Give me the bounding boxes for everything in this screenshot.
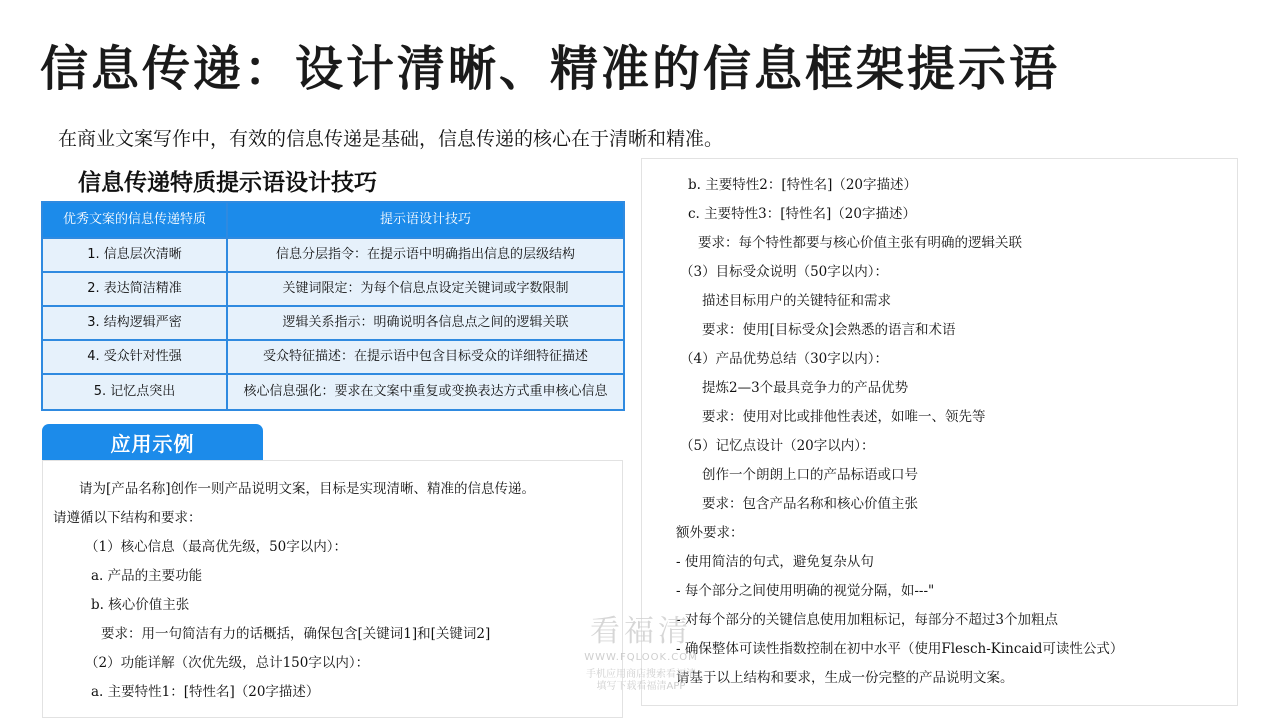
table-row — [42, 374, 624, 410]
table-header-row — [42, 202, 624, 238]
prompt-line: 创作一个朗朗上口的产品标语或口号 — [702, 467, 918, 483]
technique-cell: 关键词限定：为每个信息点设定关键词或字数限制 — [227, 272, 624, 306]
watermark-line: 手机应用商店搜索看福清 — [586, 669, 696, 680]
table-header-cell: 提示语设计技巧 — [227, 202, 624, 238]
table-row — [42, 272, 624, 306]
prompt-line: 提炼2—3个最具竞争力的产品优势 — [702, 380, 909, 396]
prompt-line: 要求：用一句简洁有力的话概括，确保包含[关键词1]和[关键词2] — [101, 626, 491, 642]
intro-text: 在商业文案写作中，有效的信息传递是基础，信息传递的核心在于清晰和精准。 — [58, 128, 724, 150]
trait-cell: 4. 受众针对性强 — [42, 340, 227, 374]
prompt-line: - 使用简洁的句式，避免复杂从句 — [676, 554, 874, 570]
page-title: 信息传递：设计清晰、精准的信息框架提示语 — [40, 41, 1061, 97]
prompt-line: - 对每个部分的关键信息使用加粗标记，每部分不超过3个加粗点 — [676, 612, 1058, 628]
section-subtitle: 信息传递特质提示语设计技巧 — [78, 170, 377, 196]
trait-cell: 3. 结构逻辑严密 — [42, 306, 227, 340]
table-row — [42, 306, 624, 340]
example-prompt-left — [42, 460, 623, 718]
technique-cell: 核心信息强化：要求在文案中重复或变换表达方式重申核心信息 — [227, 374, 624, 410]
prompt-line: 请为[产品名称]创作一则产品说明文案，目标是实现清晰、精准的信息传递。 — [79, 481, 536, 497]
traits-table — [41, 201, 625, 411]
prompt-line: （4）产品优势总结（30字以内）： — [680, 351, 889, 367]
prompt-line: 请基于以上结构和要求，生成一份完整的产品说明文案。 — [676, 670, 1014, 686]
prompt-line: 要求：使用对比或排他性表述，如唯一、领先等 — [702, 409, 986, 425]
trait-cell: 5. 记忆点突出 — [42, 374, 227, 410]
prompt-line: - 每个部分之间使用明确的视觉分隔，如---" — [676, 583, 935, 599]
prompt-line: 额外要求： — [676, 525, 744, 541]
prompt-line: （5）记忆点设计（20字以内）： — [680, 438, 875, 454]
prompt-line: - 确保整体可读性指数控制在初中水平（使用Flesch-Kincaid可读性公式） — [676, 641, 1124, 657]
trait-cell: 2. 表达简洁精准 — [42, 272, 227, 306]
prompt-line: （1）核心信息（最高优先级，50字以内）： — [85, 539, 348, 555]
prompt-line: a. 主要特性1：[特性名]（20字描述） — [91, 684, 320, 700]
prompt-line: （2）功能详解（次优先级，总计150字以内）： — [85, 655, 370, 671]
technique-cell: 逻辑关系指示：明确说明各信息点之间的逻辑关联 — [227, 306, 624, 340]
prompt-line: 要求：使用[目标受众]会熟悉的语言和术语 — [702, 322, 956, 338]
table-row — [42, 340, 624, 374]
table-header-cell: 优秀文案的信息传递特质 — [42, 202, 227, 238]
example-prompt-right — [641, 158, 1238, 706]
prompt-line: b. 主要特性2：[特性名]（20字描述） — [688, 177, 918, 193]
technique-cell: 受众特征描述：在提示语中包含目标受众的详细特征描述 — [227, 340, 624, 374]
prompt-line: （3）目标受众说明（50字以内）： — [680, 264, 889, 280]
prompt-line: b. 核心价值主张 — [91, 597, 190, 613]
watermark-line: 填写下载看福清APP — [596, 681, 686, 692]
prompt-line: 要求：每个特性都要与核心价值主张有明确的逻辑关联 — [698, 235, 1022, 251]
watermark-url: WWW.FQLOOK.COM — [584, 652, 698, 663]
trait-cell: 1. 信息层次清晰 — [42, 238, 227, 272]
prompt-line: 描述目标用户的关键特征和需求 — [702, 293, 891, 309]
prompt-line: 请遵循以下结构和要求： — [53, 510, 202, 526]
watermark-brand: 看福清 — [590, 614, 692, 649]
prompt-line: 要求：包含产品名称和核心价值主张 — [702, 496, 918, 512]
prompt-line: a. 产品的主要功能 — [91, 568, 203, 584]
technique-cell: 信息分层指令：在提示语中明确指出信息的层级结构 — [227, 238, 624, 272]
table-row — [42, 238, 624, 272]
prompt-line: c. 主要特性3：[特性名]（20字描述） — [688, 206, 916, 222]
example-tab: 应用示例 — [42, 424, 263, 462]
